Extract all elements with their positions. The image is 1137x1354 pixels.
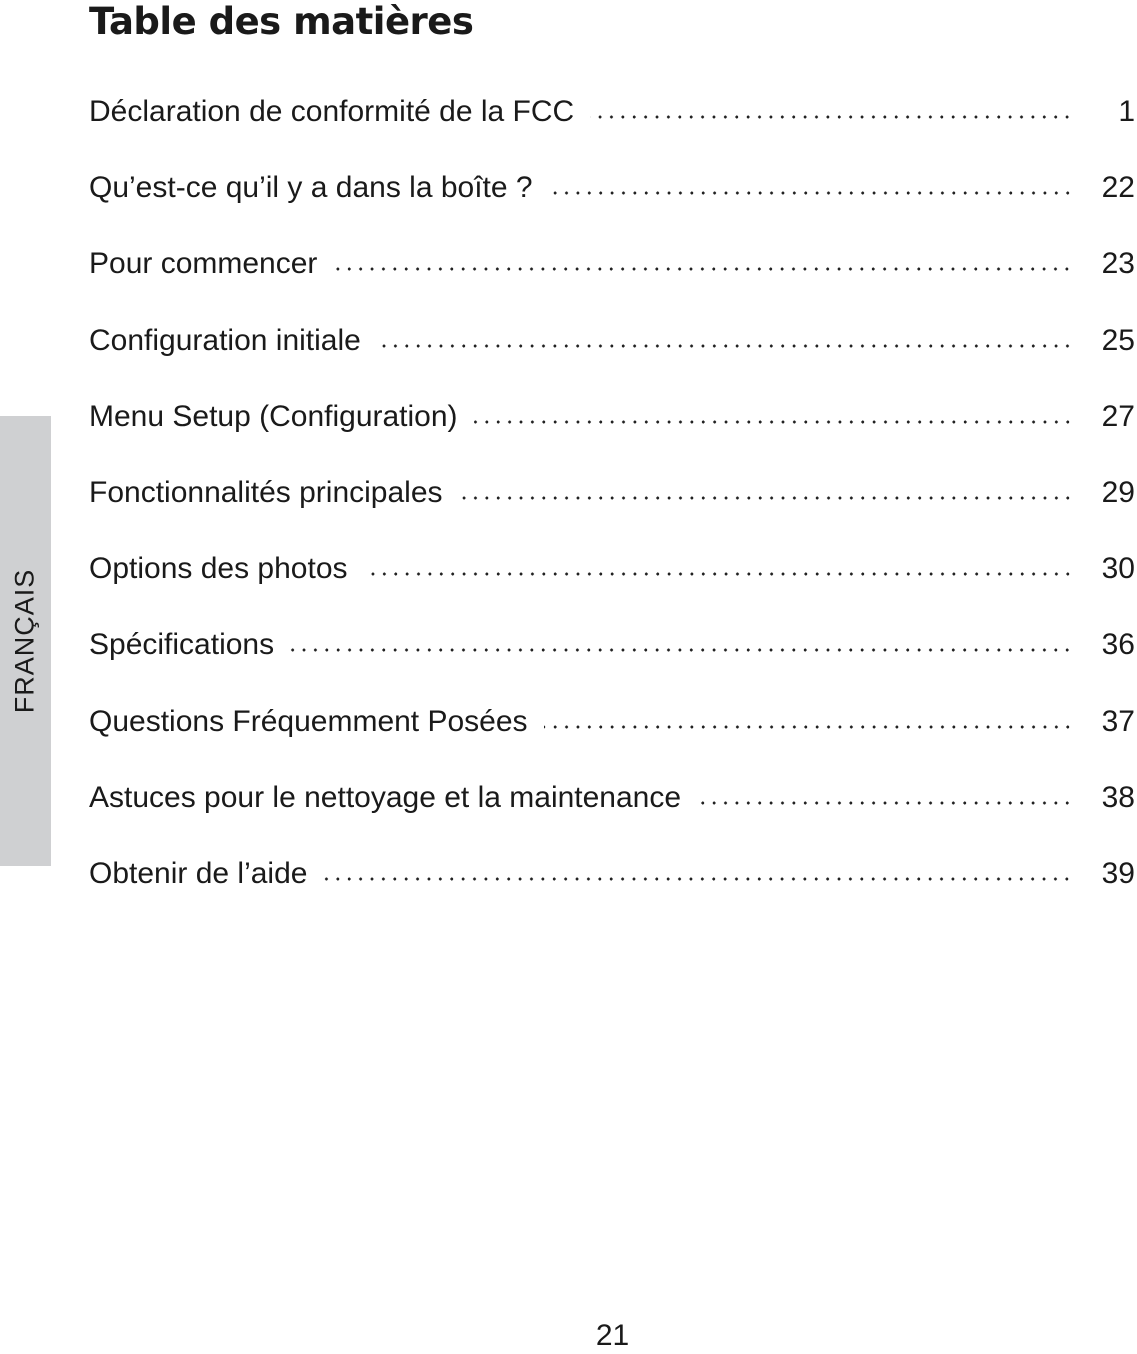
- dot-leader: [377, 344, 1073, 348]
- dot-leader: [590, 115, 1073, 119]
- toc-entry[interactable]: [89, 700, 1135, 776]
- toc-entry-page: 36: [1101, 628, 1135, 662]
- toc-entry-page: 23: [1101, 247, 1135, 281]
- dot-leader: [459, 496, 1073, 500]
- dot-leader: [549, 191, 1073, 195]
- toc-entry[interactable]: [89, 547, 1135, 623]
- toc-entry-page: 1: [1118, 95, 1135, 128]
- toc-entry[interactable]: [89, 319, 1135, 395]
- toc-entry-label: Spécifications: [89, 628, 275, 662]
- toc-entry-page: 27: [1101, 399, 1135, 433]
- toc-entry-label: Options des photos: [89, 552, 348, 586]
- dot-leader: [697, 801, 1073, 805]
- toc-entry-page: 38: [1101, 780, 1135, 814]
- toc-entry[interactable]: [89, 776, 1135, 852]
- toc-entry-page: 30: [1101, 552, 1135, 586]
- toc-entry-label: Obtenir de l’aide: [89, 856, 308, 890]
- toc-entry-label: Questions Fréquemment Posées: [89, 704, 528, 738]
- toc-entry-label: Déclaration de conformité de la FCC: [89, 95, 575, 128]
- toc-entry[interactable]: [89, 623, 1135, 699]
- dot-leader: [544, 725, 1073, 729]
- toc-entry[interactable]: [89, 90, 1135, 166]
- toc-entry-label: Configuration initiale: [89, 323, 361, 357]
- toc-entry-label: Fonctionnalités principales: [89, 475, 443, 509]
- toc-entry-label: Qu’est-ce qu’il y a dans la boîte ?: [89, 171, 533, 205]
- toc-entry-page: 25: [1101, 323, 1135, 357]
- language-tab-label: FRANÇAIS: [9, 568, 40, 714]
- toc-entry[interactable]: [89, 166, 1135, 242]
- toc-entry-page: 37: [1101, 704, 1135, 738]
- toc-entry-page: 39: [1101, 856, 1135, 890]
- table-of-contents: [89, 90, 1135, 928]
- toc-entry-label: Astuces pour le nettoyage et la maintenance: [89, 780, 682, 814]
- dot-leader: [323, 877, 1073, 881]
- dot-leader: [474, 420, 1073, 424]
- toc-entry-page: 29: [1101, 475, 1135, 509]
- page-number: 21: [595, 1319, 630, 1352]
- toc-entry-label: Pour commencer: [89, 247, 318, 281]
- toc-entry-page: 22: [1101, 171, 1135, 205]
- dot-leader: [364, 572, 1073, 576]
- dot-leader: [333, 267, 1073, 271]
- toc-entry-label: Menu Setup (Configuration): [89, 399, 458, 433]
- toc-entry[interactable]: [89, 852, 1135, 928]
- toc-entry[interactable]: [89, 242, 1135, 318]
- page-title: Table des matières: [89, 0, 474, 43]
- dot-leader: [290, 648, 1073, 652]
- toc-entry[interactable]: [89, 395, 1135, 471]
- toc-entry[interactable]: [89, 471, 1135, 547]
